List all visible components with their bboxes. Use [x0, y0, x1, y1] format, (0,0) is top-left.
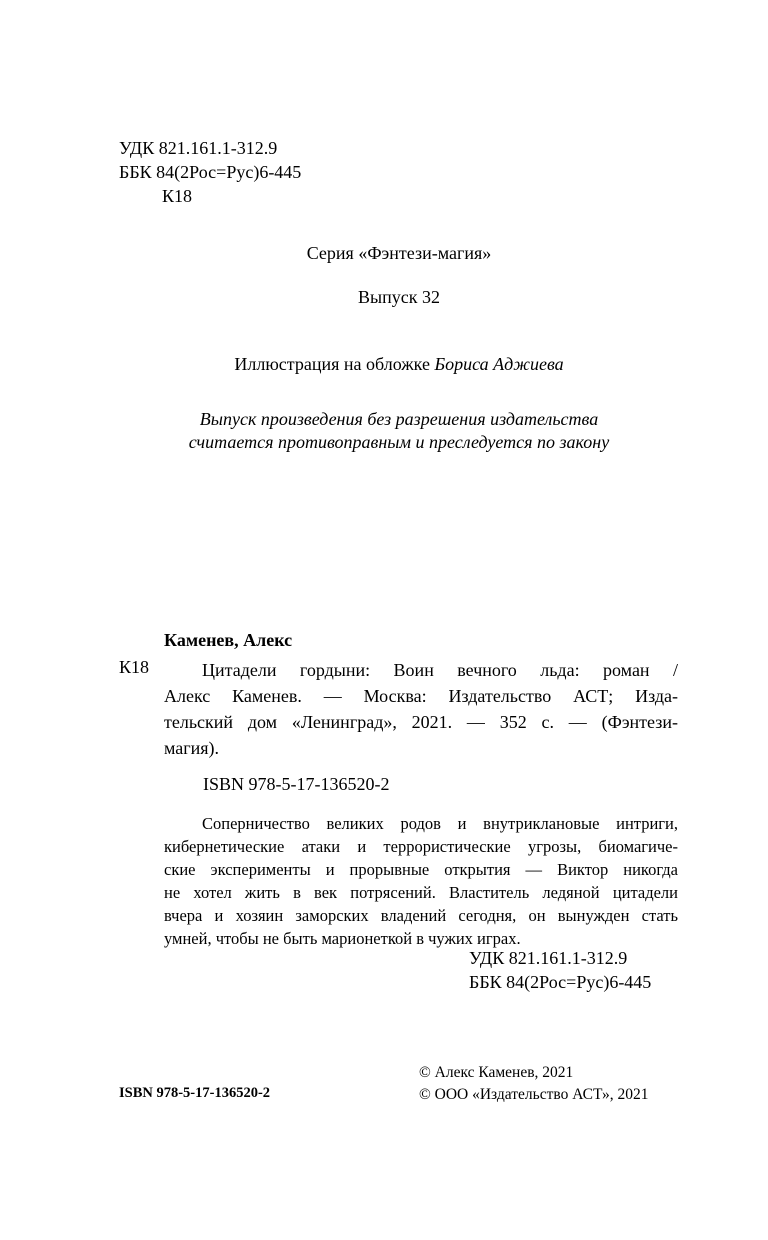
annotation-line: ские эксперименты и прорывные открытия — Виктор никогда	[164, 860, 678, 879]
biblio-line: Алекс Каменев. — Москва: Издательство АСТ; Изда-	[164, 686, 678, 706]
classification-codes-top	[119, 136, 301, 208]
biblio-line: магия).	[164, 738, 220, 758]
warning-line-1: Выпуск произведения без разрешения издательства	[199, 409, 599, 429]
classification-codes-bottom	[469, 946, 651, 994]
warning-line-2: считается противоправным и преследуется по закону	[188, 432, 610, 452]
annotation-line: вчера и хозяин заморских владений сегодня, он вынужден стать	[164, 906, 678, 925]
catalog-isbn: ISBN 978-5-17-136520-2	[203, 774, 390, 794]
footer-isbn: ISBN 978-5-17-136520-2	[119, 1085, 271, 1101]
biblio-line: тельский дом «Ленинград», 2021. — 352 с. — (Фэнтези-	[164, 712, 678, 732]
catalog-sign: К18	[119, 657, 150, 677]
annotation-line: кибернетические атаки и террористические угрозы, биомагиче-	[164, 837, 678, 856]
annotation	[164, 812, 678, 950]
annotation-line: Соперничество великих родов и внутриклановые интриги,	[202, 814, 678, 833]
bibliographic-description	[164, 657, 678, 761]
bbk-code: ББК 84(2Рос=Рус)6-445	[119, 162, 302, 182]
udk-code: УДК 821.161.1-312.9	[469, 948, 628, 968]
copyright-publisher: © ООО «Издательство АСТ», 2021	[419, 1086, 649, 1103]
illustration-credit-prefix: Иллюстрация на обложке	[234, 354, 430, 374]
copyright-block	[419, 1062, 649, 1106]
biblio-line: Цитадели гордыни: Воин вечного льда: роман /	[202, 660, 678, 680]
copyright-warning	[0, 408, 768, 454]
bbk-code: ББК 84(2Рос=Рус)6-445	[469, 972, 652, 992]
udk-code: УДК 821.161.1-312.9	[119, 138, 278, 158]
series-title: Серия «Фэнтези-магия»	[306, 243, 492, 263]
catalog-author: Каменев, Алекс	[164, 630, 293, 650]
annotation-line: не хотел жить в век потрясений. Властитель ледяной цитадели	[164, 883, 678, 902]
annotation-line: умней, чтобы не быть марионеткой в чужих играх.	[164, 929, 521, 948]
illustration-credit	[0, 354, 768, 375]
illustration-artist: Бориса Аджиева	[434, 354, 564, 374]
author-sign: К18	[162, 186, 193, 206]
issue-number: Выпуск 32	[358, 287, 440, 307]
copyright-author: © Алекс Каменев, 2021	[419, 1064, 574, 1081]
